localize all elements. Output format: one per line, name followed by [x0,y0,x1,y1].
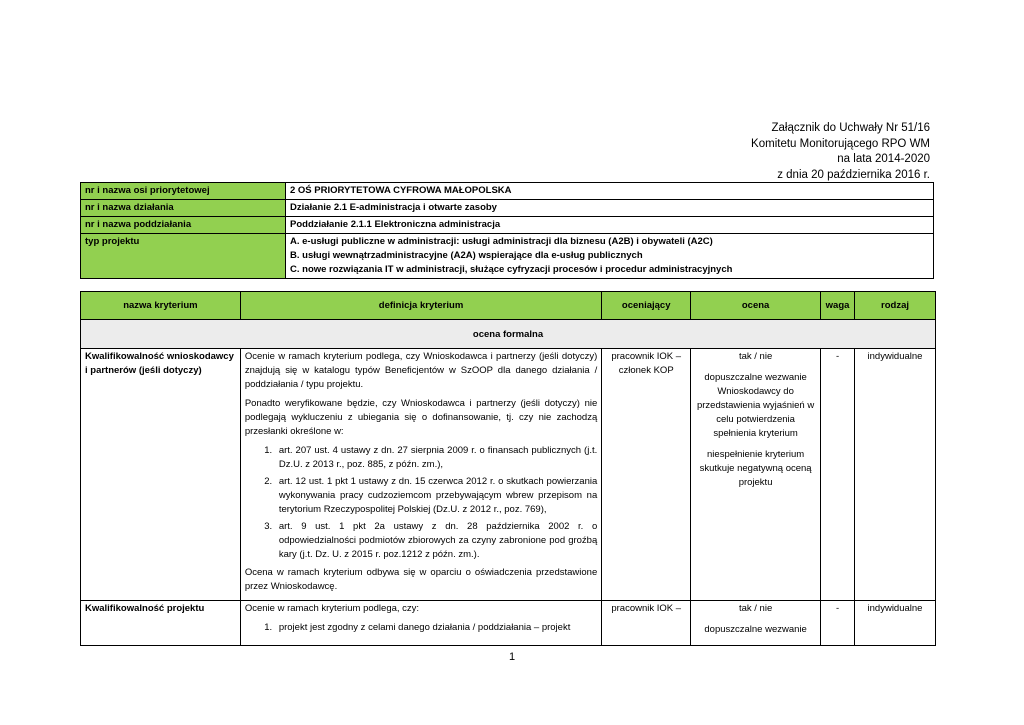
header-line-4: z dnia 20 października 2016 r. [777,168,930,181]
definition-list [245,621,597,635]
info-label: typ projektu [81,234,286,279]
header-line-3: na lata 2014-2020 [837,153,930,165]
definition-list-item: 1. art. 207 ust. 4 ustawy z dn. 27 sierpnia 2009 r. o finansach publicznych (j.t. Dz.U. z 2013 r., poz. 885, z późn. zm.), [275,444,597,472]
criterion-row [81,601,936,646]
criterion-weight: - [821,601,855,646]
project-type-c: C. nowe rozwiązania IT w administracji, służące cyfryzacji procesów i procedur administracyjnych [290,264,733,275]
info-value: 2 OŚ PRIORYTETOWA CYFROWA MAŁOPOLSKA [286,183,934,200]
col-header-assessment: ocena [691,292,821,320]
info-label: nr i nazwa poddziałania [81,217,286,234]
project-type-b: B. usługi wewnątrzadministracyjne (A2A) wspierające dla e-usług publicznych [290,250,643,261]
criterion-row [81,349,936,601]
definition-list-item: 2. art. 12 ust. 1 pkt 1 ustawy z dn. 15 czerwca 2012 r. o skutkach powierzania wykonywania pracy cudzoziemcom przebywającym wbrew przepisom na terytorium Rzeczypospolitej Polskiej (Dz.U. z 2012 r., poz. 769), [275,475,597,517]
info-value: Poddziałanie 2.1.1 Elektroniczna administracja [286,217,934,234]
col-header-definition: definicja kryterium [240,292,601,320]
criteria-table [80,291,936,646]
section-label: ocena formalna [81,320,936,349]
info-row [81,183,934,200]
criterion-weight: - [821,349,855,601]
criterion-name: Kwalifikowalność projektu [81,601,241,646]
assessment-text: tak / nie [738,351,773,362]
criterion-name: Kwalifikowalność wnioskodawcy i partnerów (jeśli dotyczy) [81,349,241,601]
definition-list [245,444,597,562]
info-row [81,200,934,217]
header-line-2: Komitetu Monitorującego RPO WM [751,137,930,150]
criterion-type: indywidualne [855,349,936,601]
criterion-assessment [691,349,821,601]
project-info-table [80,182,934,279]
criterion-type: indywidualne [855,601,936,646]
section-row [81,320,936,349]
col-header-type: rodzaj [855,292,936,320]
criteria-header-row [81,292,936,320]
criterion-evaluator: pracownik IOK – członek KOP [602,349,691,601]
project-types-cell [286,234,934,279]
col-header-weight: waga [821,292,855,320]
col-header-name: nazwa kryterium [81,292,241,320]
assessment-text: niespełnienie kryterium skutkuje negatywną oceną projektu [699,449,812,488]
info-row-project-type [81,234,934,279]
info-label: nr i nazwa osi priorytetowej [81,183,286,200]
assessment-text: dopuszczalne wezwanie [704,624,807,635]
project-type-a: A. e-usługi publiczne w administracji: usługi administracji dla biznesu (A2B) i obywateli (A2C) [290,236,713,247]
header-line-1: Załącznik do Uchwały Nr 51/16 [771,122,930,134]
criterion-definition [240,349,601,601]
definition-paragraph: Ocenie w ramach kryterium podlega, czy Wnioskodawca i partnerzy (jeśli dotyczy) znajdują się w katalogu typów Beneficjentów w SzOOP dla danego działania / poddziałania / typu projektu. [244,351,598,390]
definition-paragraph: Ocenie w ramach kryterium podlega, czy: [244,603,420,614]
criterion-assessment [691,601,821,646]
definition-paragraph: Ocena w ramach kryterium odbywa się w oparciu o oświadczenia przedstawione przez Wnioskodawcę. [244,567,598,592]
page-number: 1 [508,651,516,663]
definition-list-item: 1. projekt jest zgodny z celami danego działania / poddziałania – projekt [275,621,597,635]
info-label: nr i nazwa działania [81,200,286,217]
assessment-text: dopuszczalne wezwanie Wnioskodawcy do przedstawienia wyjaśnień w celu potwierdzenia spełnienia kryterium [696,372,815,439]
info-value: Działanie 2.1 E-administracja i otwarte zasoby [286,200,934,217]
criterion-evaluator: pracownik IOK – [602,601,691,646]
definition-list-item: 3. art. 9 ust. 1 pkt 2a ustawy z dn. 28 października 2002 r. o odpowiedzialności podmiotów zbiorowych za czyny zabronione pod groźbą kary (j.t. Dz. U. z 2015 r. poz.1212 z późn. zm.). [275,520,597,562]
assessment-text: tak / nie [738,603,773,614]
document-header [751,121,930,183]
col-header-evaluator: oceniający [602,292,691,320]
info-row [81,217,934,234]
criterion-definition [240,601,601,646]
definition-paragraph: Ponadto weryfikowane będzie, czy Wnioskodawca i partnerzy (jeśli dotyczy) nie podlegają wykluczeniu z ubiegania się o dofinansowanie, tj. czy nie zachodzą przesłanki określone w: [244,398,598,437]
